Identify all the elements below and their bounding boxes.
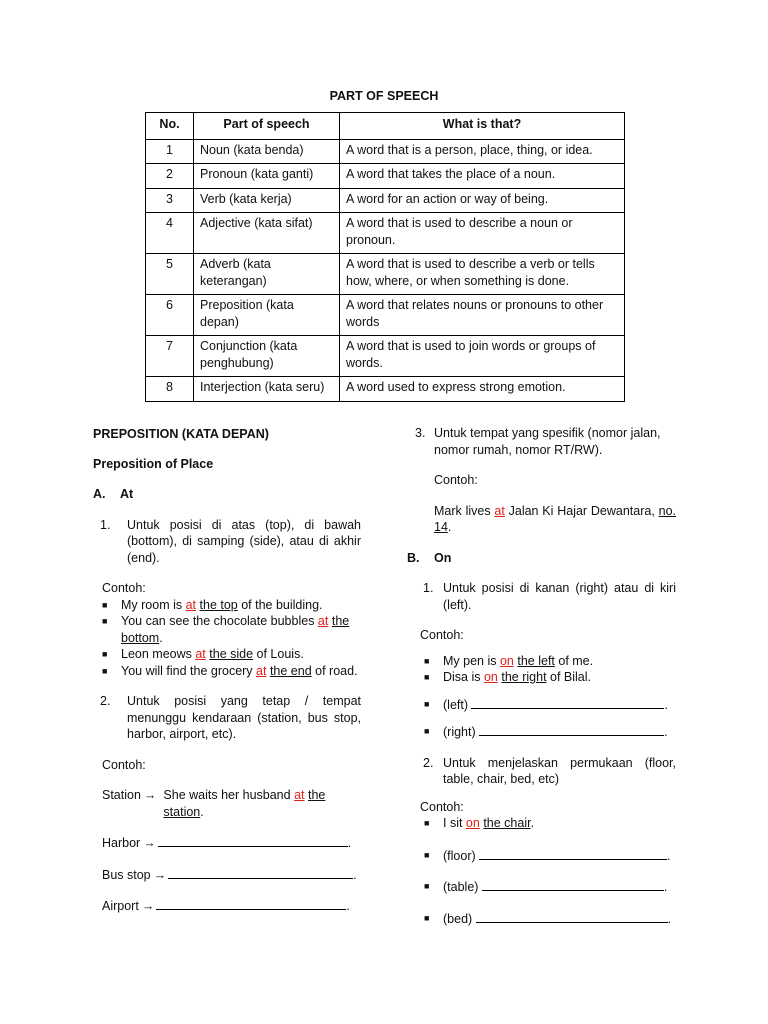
left-column bbox=[93, 426, 361, 915]
preposition-highlight: at bbox=[317, 614, 329, 628]
row-name: Adverb (kata keterangan) bbox=[194, 254, 340, 295]
list-item bbox=[102, 597, 361, 614]
section-a-heading bbox=[93, 486, 361, 503]
preposition-highlight: at bbox=[256, 663, 267, 678]
table-row bbox=[146, 164, 625, 189]
item-text: Untuk tempat yang spesifik (nomor jalan, nomor rumah, nomor RT/RW). bbox=[434, 426, 661, 457]
row-name: Adjective (kata sifat) bbox=[194, 213, 340, 254]
floor-exercise: (floor) . bbox=[443, 848, 671, 863]
list-item bbox=[424, 910, 676, 928]
row-desc: A word that is used to describe a verb or tells how, where, or when something is done. bbox=[340, 254, 625, 295]
object-underline: the end bbox=[269, 663, 312, 678]
list-item bbox=[424, 847, 676, 865]
item-text: Untuk posisi di kanan (right) atau di kiri (left). bbox=[443, 581, 676, 612]
list-item bbox=[102, 613, 361, 646]
row-no: 3 bbox=[146, 188, 194, 213]
item-number: 1. bbox=[100, 517, 111, 532]
list-item bbox=[102, 646, 361, 663]
list-item bbox=[424, 653, 676, 670]
list-item bbox=[424, 815, 676, 832]
item-text: Untuk posisi di atas (top), di bawah (bottom), di samping (side), atau di akhir (end). bbox=[127, 517, 361, 565]
example-list bbox=[93, 597, 361, 680]
preposition-highlight: at bbox=[294, 788, 305, 802]
item-number: 1. bbox=[423, 581, 434, 595]
example-list bbox=[418, 815, 676, 927]
row-no: 1 bbox=[146, 139, 194, 164]
square-bullet-icon: ■ bbox=[424, 726, 430, 736]
right-arrow-icon: → bbox=[153, 867, 167, 882]
table-header-row bbox=[146, 113, 625, 140]
answer-blank[interactable] bbox=[476, 910, 668, 923]
list-item bbox=[418, 580, 676, 613]
page-title: PART OF SPEECH bbox=[329, 89, 439, 103]
item-text: Untuk posisi yang tetap / tempat menunggu kendaraan (station, bus stop, harbor, airport, etc). bbox=[127, 694, 361, 741]
object-underline: the bbox=[307, 788, 326, 802]
item-number: 2. bbox=[423, 755, 434, 770]
example-text: You will find the grocery at the end of road. bbox=[121, 663, 358, 678]
right-column bbox=[407, 425, 677, 927]
example-label: Contoh: bbox=[102, 581, 146, 595]
example-label: Contoh: bbox=[420, 799, 464, 814]
list-item bbox=[424, 669, 676, 686]
square-bullet-icon: ■ bbox=[424, 672, 430, 682]
list-item bbox=[93, 693, 361, 743]
table-row bbox=[146, 188, 625, 213]
example-text: She waits her husband at the station. bbox=[163, 788, 326, 819]
answer-blank[interactable] bbox=[158, 834, 348, 847]
row-desc: A word used to express strong emotion. bbox=[340, 377, 625, 402]
header-part-of-speech: Part of speech bbox=[194, 113, 340, 140]
example-text: My pen is on the left of me. bbox=[443, 653, 594, 668]
square-bullet-icon: ■ bbox=[424, 849, 430, 860]
list-item bbox=[424, 696, 676, 714]
row-desc: A word that relates nouns or pronouns to other words bbox=[340, 295, 625, 336]
right-arrow-icon: → bbox=[143, 836, 156, 850]
square-bullet-icon: ■ bbox=[424, 698, 430, 709]
table-row bbox=[146, 213, 625, 254]
table-row bbox=[146, 139, 625, 164]
example-place-label: Station bbox=[102, 788, 141, 802]
answer-blank[interactable] bbox=[168, 866, 353, 879]
object-underline: no. 14 bbox=[434, 503, 677, 534]
object-underline: station bbox=[163, 804, 201, 819]
row-no: 8 bbox=[146, 377, 194, 402]
answer-blank[interactable] bbox=[156, 897, 346, 910]
preposition-highlight: at bbox=[195, 647, 206, 661]
example-text: My room is at the top of the building. bbox=[121, 597, 323, 612]
example-label: Contoh: bbox=[420, 628, 464, 642]
section-letter: B. bbox=[407, 550, 420, 565]
row-desc: A word that is used to describe a noun or pronoun. bbox=[340, 213, 625, 254]
list-item bbox=[424, 878, 676, 896]
harbor-exercise: Harbor → . bbox=[102, 836, 352, 850]
row-name: Noun (kata benda) bbox=[194, 139, 340, 164]
answer-blank[interactable] bbox=[471, 696, 664, 709]
row-name: Preposition (kata depan) bbox=[194, 295, 340, 336]
example-list bbox=[418, 653, 676, 741]
preposition-highlight: on bbox=[465, 816, 480, 830]
preposition-highlight: on bbox=[499, 653, 514, 668]
row-no: 2 bbox=[146, 164, 194, 189]
list-item bbox=[424, 723, 676, 741]
square-bullet-icon: ■ bbox=[424, 655, 430, 666]
table-row bbox=[146, 336, 625, 377]
object-underline: the bbox=[331, 614, 350, 628]
section-letter: A. bbox=[93, 487, 106, 501]
left-exercise: (left) . bbox=[443, 697, 668, 712]
example-label: Contoh: bbox=[434, 473, 478, 487]
row-no: 7 bbox=[146, 336, 194, 377]
list-item bbox=[418, 755, 676, 788]
square-bullet-icon: ■ bbox=[424, 881, 430, 891]
section-b-heading bbox=[407, 550, 676, 567]
answer-blank[interactable] bbox=[479, 847, 667, 860]
list-item bbox=[93, 517, 361, 567]
bed-exercise: (bed) . bbox=[443, 911, 672, 926]
square-bullet-icon: ■ bbox=[102, 616, 108, 626]
row-name: Conjunction (kata penghubung) bbox=[194, 336, 340, 377]
example-text: Disa is on the right of Bilal. bbox=[443, 670, 592, 684]
part-of-speech-table bbox=[145, 112, 625, 402]
header-what-is-that: What is that? bbox=[340, 113, 625, 140]
section-title: On bbox=[434, 550, 452, 565]
answer-blank[interactable] bbox=[482, 878, 664, 891]
square-bullet-icon: ■ bbox=[102, 599, 108, 610]
square-bullet-icon: ■ bbox=[424, 818, 430, 828]
subheading: Preposition of Place bbox=[93, 456, 214, 471]
station-example bbox=[93, 787, 361, 820]
example-place-label: Bus stop bbox=[102, 867, 151, 882]
row-desc: A word that takes the place of a noun. bbox=[340, 164, 625, 189]
example-label: Contoh: bbox=[102, 757, 146, 772]
square-bullet-icon: ■ bbox=[102, 665, 108, 676]
right-arrow-icon: → bbox=[143, 788, 157, 802]
row-desc: A word that is used to join words or groups of words. bbox=[340, 336, 625, 377]
section-title: At bbox=[120, 487, 134, 501]
object-underline: bottom bbox=[121, 630, 160, 645]
square-bullet-icon: ■ bbox=[102, 649, 108, 659]
row-no: 4 bbox=[146, 213, 194, 254]
example-text: I sit on the chair. bbox=[443, 816, 535, 830]
object-underline: the right bbox=[501, 670, 547, 684]
header-no: No. bbox=[146, 113, 194, 140]
table-row bbox=[146, 295, 625, 336]
row-name: Pronoun (kata ganti) bbox=[194, 164, 340, 189]
list-item bbox=[102, 663, 361, 680]
table-row bbox=[146, 254, 625, 295]
example-text: You can see the chocolate bubbles at the bottom. bbox=[121, 614, 350, 645]
section-heading: PREPOSITION (KATA DEPAN) bbox=[93, 427, 269, 441]
table-exercise: (table) . bbox=[443, 880, 668, 894]
list-item bbox=[415, 425, 676, 458]
preposition-highlight: on bbox=[483, 670, 498, 684]
item-number: 2. bbox=[100, 694, 111, 708]
bus-stop-exercise: Bus stop → . bbox=[102, 867, 357, 882]
airport-exercise: Airport → . bbox=[102, 899, 350, 913]
table-row bbox=[146, 377, 625, 402]
object-underline: the top bbox=[199, 597, 238, 612]
row-desc: A word that is a person, place, thing, or idea. bbox=[340, 139, 625, 164]
item-number: 3. bbox=[415, 426, 426, 440]
example-text: Leon meows at the side of Louis. bbox=[121, 647, 304, 661]
row-name: Verb (kata kerja) bbox=[194, 188, 340, 213]
row-name: Interjection (kata seru) bbox=[194, 377, 340, 402]
item-text: Untuk menjelaskan permukaan (floor, table, chair, bed, etc) bbox=[443, 755, 676, 786]
mark-example: Mark lives at Jalan Ki Hajar Dewantara, no. 14. bbox=[434, 503, 677, 534]
preposition-highlight: at bbox=[494, 503, 505, 518]
preposition-highlight: at bbox=[185, 597, 197, 612]
example-place-label: Airport bbox=[102, 899, 139, 913]
example-place-label: Harbor bbox=[102, 836, 141, 850]
object-underline: the chair bbox=[483, 816, 531, 830]
row-no: 6 bbox=[146, 295, 194, 336]
object-underline: the side bbox=[209, 647, 254, 661]
row-no: 5 bbox=[146, 254, 194, 295]
square-bullet-icon: ■ bbox=[424, 912, 430, 923]
row-desc: A word for an action or way of being. bbox=[340, 188, 625, 213]
right-exercise: (right) . bbox=[443, 725, 668, 739]
answer-blank[interactable] bbox=[479, 723, 664, 736]
right-arrow-icon: → bbox=[141, 899, 155, 913]
object-underline: the left bbox=[517, 653, 555, 668]
